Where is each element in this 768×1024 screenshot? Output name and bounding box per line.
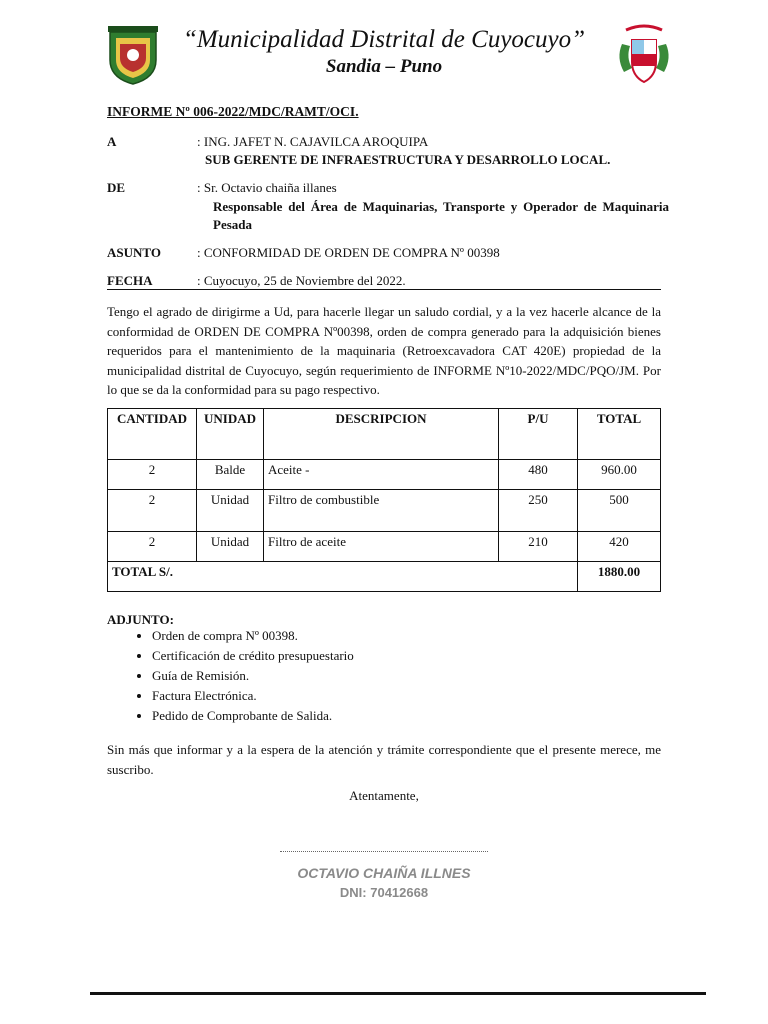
field-de-value: : Sr. Octavio chaiña illanes [197,180,337,195]
cell-unidad: Balde [197,460,264,490]
field-a-value: : ING. JAFET N. CAJAVILCA AROQUIPA [197,134,429,149]
col-header-total: TOTAL [578,409,661,460]
signature-line [280,851,488,852]
table-total-row [108,562,661,592]
table-row [108,460,661,490]
header-subtitle: Sandia – Puno [325,56,443,77]
header-title: “Municipalidad Distrital de Cuyocuyo” [182,26,586,53]
cell-total: 960.00 [578,460,661,490]
col-header-cantidad: CANTIDAD [108,409,197,460]
adjunto-title: ADJUNTO: [107,612,174,627]
atentamente: Atentamente, [349,788,419,803]
cell-cantidad: 2 [108,490,197,532]
list-item: • Orden de compra Nº 00398. [152,626,354,646]
cell-descripcion: Filtro de aceite [264,532,499,562]
list-item: • Factura Electrónica. [152,686,354,706]
col-header-unidad: UNIDAD [197,409,264,460]
cell-unidad: Unidad [197,532,264,562]
cell-pu: 480 [499,460,578,490]
field-de-position: Responsable del Área de Maquinarias, Transporte y Operador de Maquinaria Pesada [213,199,669,232]
col-header-descripcion: DESCRIPCION [264,409,499,460]
cell-total: 420 [578,532,661,562]
col-header-pu: P/U [499,409,578,460]
list-item: • Certificación de crédito presupuestario [152,646,354,666]
signature-dni: DNI: 70412668 [339,885,429,900]
footer-divider [90,992,706,995]
total-value: 1880.00 [578,562,661,592]
body-paragraph: Tengo el agrado de dirigirme a Ud, para hacerle llegar un saludo cordial, y a la vez hacerle alcance de la conformidad de ORDEN DE COMPRA Nº00398, orden de compra generado para la adquisición bienes requeridos para el mantenimiento de la maquinaria (Retroexcavadora CAT 420E) propiedad de la municipalidad distrital de Cuyocuyo, según requerimiento de INFORME Nº10-2022/MDC/PQO/JM. Por lo que se da la conformidad para su pago respectivo. [107,304,661,397]
cell-total: 500 [578,490,661,532]
header-divider [107,289,661,290]
field-fecha-label: FECHA [107,273,153,288]
field-asunto-value: : CONFORMIDAD DE ORDEN DE COMPRA Nº 00398 [197,245,500,260]
list-item: • Pedido de Comprobante de Salida. [152,706,354,726]
closing-paragraph: Sin más que informar y a la espera de la atención y trámite correspondiente que el presente merece, me suscribo. [107,742,661,777]
cell-pu: 250 [499,490,578,532]
signature-name: OCTAVIO CHAIÑA ILLNES [297,865,471,881]
report-number: INFORME Nº 006-2022/MDC/RAMT/OCI. [107,104,359,119]
cell-descripcion: Filtro de combustible [264,490,499,532]
field-a-label: A [107,134,117,149]
table-header-row [108,409,661,460]
field-de-label: DE [107,180,126,195]
total-label: TOTAL S/. [108,562,578,592]
items-table [107,408,661,592]
cell-cantidad: 2 [108,532,197,562]
adjunto-list [107,626,354,726]
cell-unidad: Unidad [197,490,264,532]
table-row [108,490,661,532]
cell-descripcion: Aceite - [264,460,499,490]
table-row [108,532,661,562]
field-asunto-label: ASUNTO [107,245,161,260]
field-fecha-value: : Cuyocuyo, 25 de Noviembre del 2022. [197,273,406,288]
field-a-position: SUB GERENTE DE INFRAESTRUCTURA Y DESARROLLO LOCAL. [205,152,611,167]
list-item: • Guía de Remisión. [152,666,354,686]
cell-pu: 210 [499,532,578,562]
cell-cantidad: 2 [108,460,197,490]
